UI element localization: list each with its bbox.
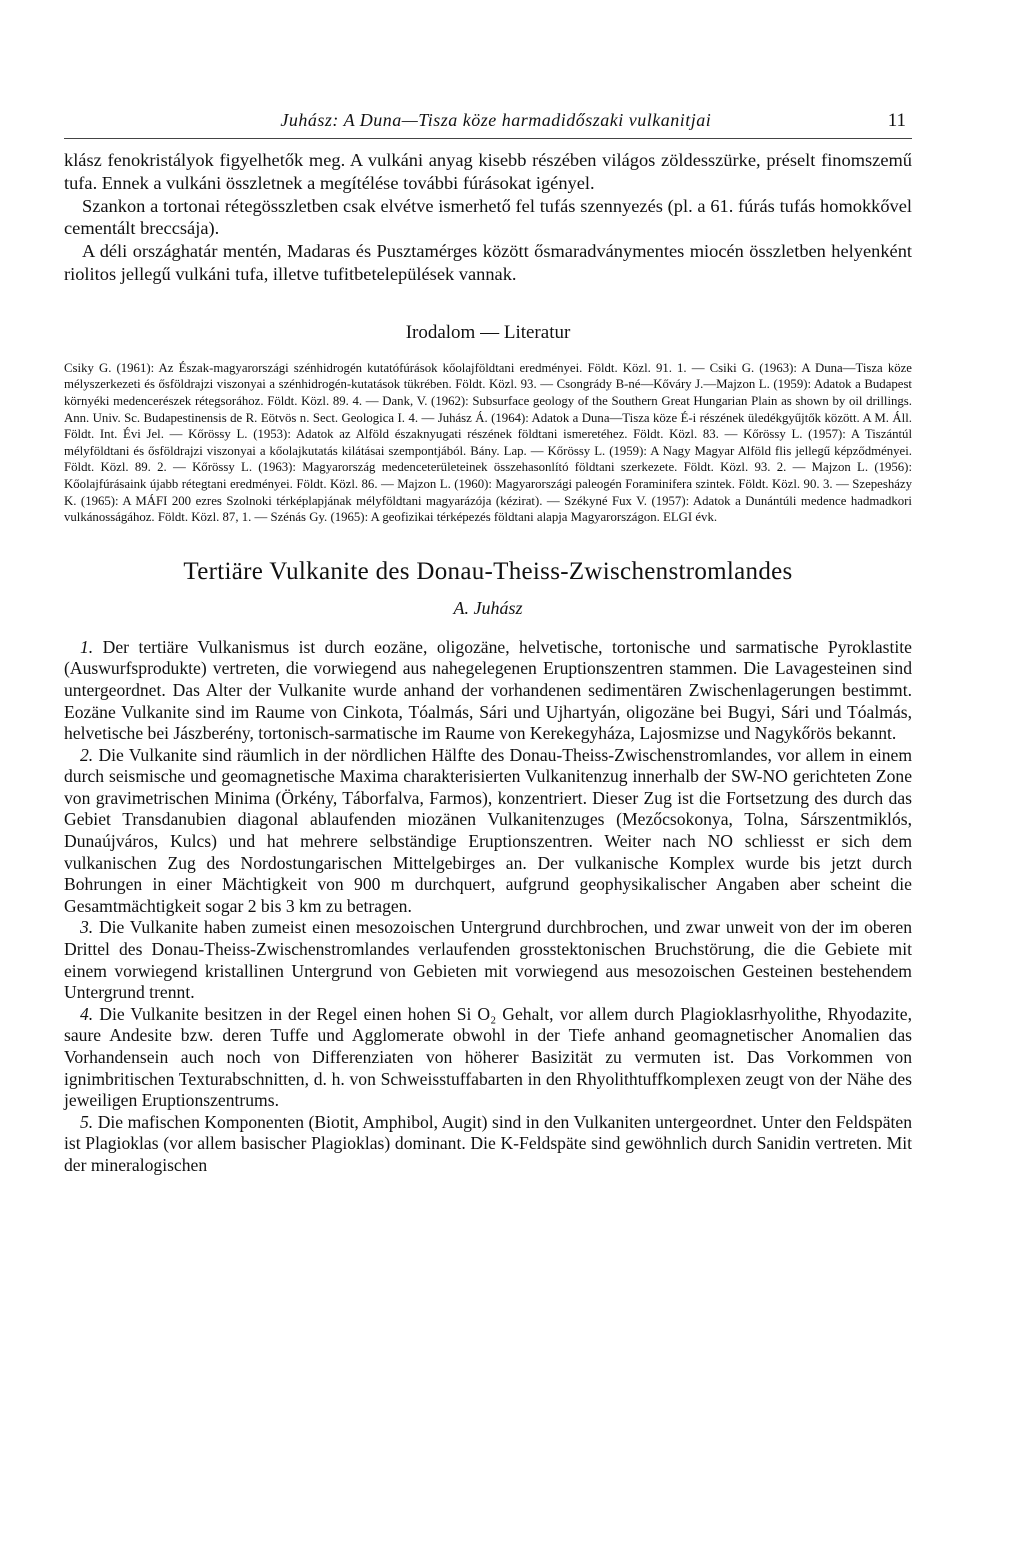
literature-heading: Irodalom — Literatur: [405, 321, 571, 343]
running-title: Juhász: A Duna—Tisza köze harmadidőszaki vulkanitjai: [280, 110, 712, 130]
paragraph-text: Die Vulkanite haben zumeist einen mesozoischen Untergrund durchbrochen, und zwar unweit von der im oberen Drittel des Donau-Theiss-Zwischenstromlandes verlaufenden grosstektonischen Bruchstörung, die die Gebiete mit einem vorwiegend kristallinen Untergrund von Gebieten mit vorwiegend aus mesozoischen Gesteinen bestehendem Untergrund trennt.: [64, 917, 912, 1003]
german-paragraph-1: [64, 637, 912, 745]
running-header: [64, 110, 912, 139]
paragraph-text: Die Vulkanite sind räumlich in der nördlichen Hälfte des Donau-Theiss-Zwischenstromlandes, vor allem in einem durch seismische und geomagnetische Maxima charakterisierten Vulkanitenzug innerhalb der SW-NO gerichteten Zone von gravimetrischen Minima (Örkény, Táborfalva, Farmos), konzentriert. Dieser Zug ist die Fortsetzung des durch das Gebiet Transdanubien diagonal ablaufenden miozänen Vulkanitenzuges (Mezőcsokonya, Tolna, Sárszentmiklós, Dunaújváros, Kulcs) und hat mehrere selbständige Eruptionszentren. Weiter nach NO schliesst er sich dem vulkanischen Zug des Nordostungarischen Mittelgebirges an. Der vulkanische Komplex wurde bis jetzt durch Bohrungen in einer Mächtigkeit von 900 m durchquert, aufgrund geophysikalischer Angaben aber scheint die Gesamtmächtigkeit sogar 2 bis 3 km zu betragen.: [64, 744, 913, 916]
german-summary-body: [64, 637, 912, 1177]
german-summary-title: Tertiäre Vulkanite des Donau-Theiss-Zwischenstromlandes: [183, 557, 793, 585]
german-paragraph-5: [64, 1112, 912, 1177]
paragraph-number: 3.: [80, 917, 94, 938]
reference-list: Csiky G. (1961): Az Észak-magyarországi szénhidrogén kutatófúrások kőolajföldtani eredményei. Földt. Közl. 91. 1. — Csiki G. (1963): A Duna—Tisza köze mélyszerkezeti és ősföldrajzi viszonyai a szénhidrogén-kutatások tükrében. Földt. Közl. 93. — Csongrády B-né—Kőváry J.—Majzon L. (1959): Adatok a Budapest környéki medencerészek rétegsorához. Földt. Közl. 89. 4. — Dank, V. (1962): Subsurface geology of the Southern Great Hungarian Plain as shown by oil drillings. Ann. Univ. Sc. Budapestinensis de R. Eötvös n. Sect. Geologica I. 4. — Juhász Á. (1964): Adatok a Duna—Tisza köze É-i részének üledékgyűjtők között. A M. Áll. Földt. Int. Évi Jel. — Kőrössy L. (1953): Adatok az Alföld északnyugati részének földtani ismeretéhez. Földt. Közl. 83. — Kőrössy L. (1957): A Tiszántúl mélyföldtani és ősföldrajzi viszonyai a kőolajkutatás kilátásai szempontjából. Bány. Lap. — Kőrössy L. (1959): A Nagy Magyar Alföld flis jellegű képződményei. Földt. Közl. 89. 2. — Kőrössy L. (1963): Magyarország medenceterületeinek összehasonlító földtani szerkezete. Földt. Közl. 93. 2. — Majzon L. (1956): Kőolajfúrásaink újabb rétegtani eredményei. Földt. Közl. 86. — Majzon L. (1960): Magyarországi paleogén Foraminifera szintek. Földt. Közl. 90. 3. — Szepesházy K. (1965): A MÁFI 200 ezres Szolnoki térképlapjának mélyföldtani magyarázója (kézirat). — Székyné Fux V. (1957): Adatok a Dunántúli medence hadmadkori vulkánosságához. Földt. Közl. 87, 1. — Szénás Gy. (1965): A geofizikai térképezés földtani alapja Magyarországon. ELGI évk.: [64, 360, 912, 525]
paragraph-text: Der tertiäre Vulkanismus ist durch eozäne, oligozäne, helvetische, tortonische und sarmatische Pyroklastite (Auswurfsprodukte) vertreten, die vorwiegend aus nahegelegenen Eruptionszentren stammen. Die Lavagesteinen sind untergeordnet. Das Alter der Vulkanite wurde anhand der vorhandenen sedimentären Zwischenlagerungen bestimmt. Eozäne Vulkanite sind im Raume von Cinkota, Tóalmás, Sári und Ujhartyán, oligozäne bei Bugyi, Sári und Tóalmás, helvetische bei Jászberény, tortonisch-sarmatische im Raume von Kerekegyháza, Lajosmizse und Nagykőrös bekannt.: [64, 636, 912, 744]
paragraph-number: 4.: [80, 1003, 94, 1024]
journal-page: [64, 110, 912, 1177]
paragraph-number: 1.: [80, 636, 94, 657]
hungarian-paragraph-2: Szankon a tortonai rétegösszletben csak elvétve ismerhető fel tufás szennyezés (pl. a 61. fúrás tufás homokkővel cementált breccsája).: [64, 195, 912, 239]
german-summary-author: A. Juhász: [453, 597, 523, 618]
german-paragraph-3: [64, 917, 912, 1003]
paragraph-text: Die mafischen Komponenten (Biotit, Amphibol, Augit) sind in den Vulkaniten untergeordnet. Unter den Feldspäten ist Plagioklas (vor allem basischer Plagioklas) dominant. Die K-Feldspäte sind gewöhnlich durch Sanidin vertreten. Mit der mineralogischen: [64, 1111, 912, 1175]
hungarian-text: [64, 149, 912, 286]
paragraph-number: 2.: [80, 744, 94, 765]
hungarian-paragraph-1: klász fenokristályok figyelhetők meg. A vulkáni anyag kisebb részében világos zöldesszürke, préselt finomszemű tufa. Ennek a vulkáni összletnek a megítélése további fúrásokat igényel.: [64, 150, 912, 193]
german-paragraph-4: [64, 1004, 912, 1112]
paragraph-text: Die Vulkanite besitzen in der Regel einen hohen Si O₂ Gehalt, vor allem durch Plagioklasrhyolithe, Rhyodazite, saure Andesite bzw. deren Tuffe und Agglomerate obwohl in der Tiefe anhand geomagnetischer Anomalien das Vorhandensein auch noch von Differenziaten von höherer Basizität zu vermuten ist. Das Vorkommen von ignimbritischen Texturabschnitten, d. h. von Schweisstuffabarten in den Rhyolithtuffkomplexen zeugt von der Nähe des jeweiligen Eruptionszentrums.: [64, 1003, 912, 1111]
hungarian-paragraph-3: A déli országhatár mentén, Madaras és Pusztamérges között ősmaradványmentes miocén összletben helyenként riolitos jellegű vulkáni tufa, illetve tufitbetelepülések vannak.: [64, 241, 912, 284]
paragraph-number: 5.: [80, 1111, 94, 1132]
german-paragraph-2: [64, 745, 912, 918]
page-number: 11: [887, 110, 906, 131]
